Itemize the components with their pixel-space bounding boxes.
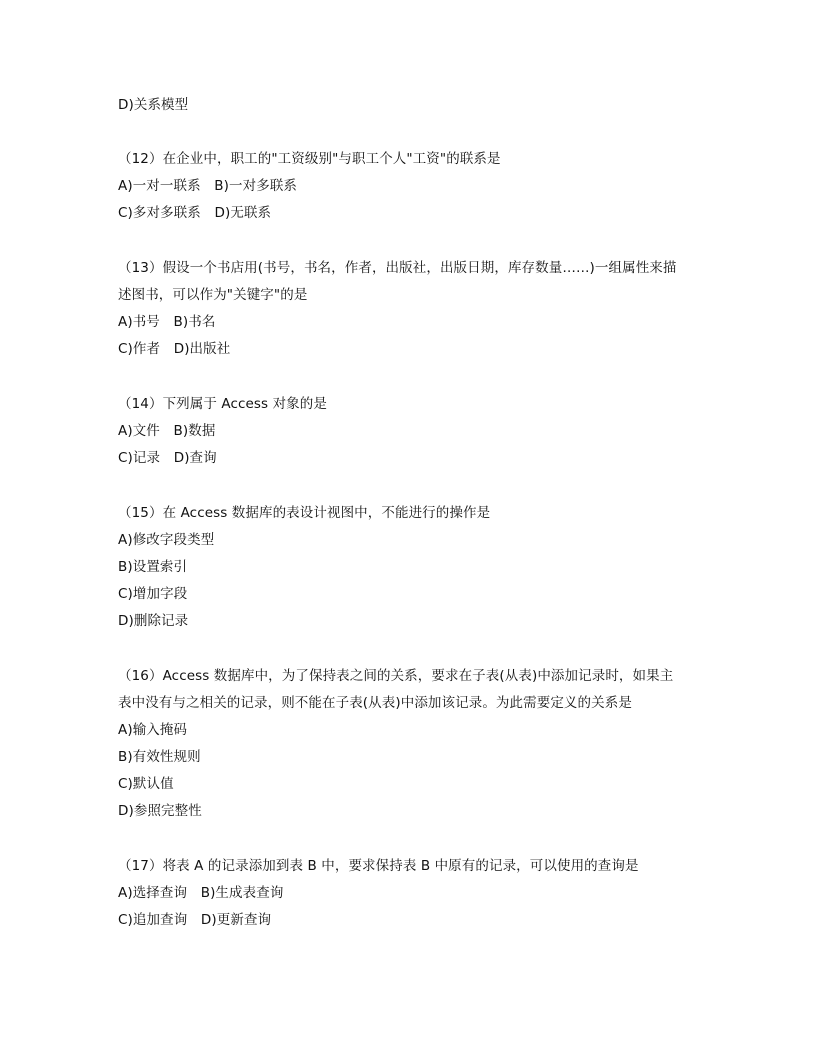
- q16-question-line2: 表中没有与之相关的记录，则不能在子表(从表)中添加该记录。为此需要定义的关系是: [118, 695, 632, 711]
- q15-option-a: A)修改字段类型: [118, 532, 215, 548]
- q16-option-c: C)默认值: [118, 776, 174, 792]
- q13-options-cd: C)作者 D)出版社: [118, 341, 231, 357]
- q15-option-c: C)增加字段: [118, 586, 188, 602]
- q13-options-ab: A)书号 B)书名: [118, 314, 216, 330]
- q14-options-cd: C)记录 D)查询: [118, 450, 217, 466]
- q17-options-cd: C)追加查询 D)更新查询: [118, 912, 272, 928]
- q16-question-line1: （16）Access 数据库中，为了保持表之间的关系，要求在子表(从表)中添加记录时，如果主: [118, 668, 674, 684]
- q15-option-b: B)设置索引: [118, 559, 188, 575]
- q17-question: （17）将表 A 的记录添加到表 B 中，要求保持表 B 中原有的记录，可以使用的查询是: [118, 858, 639, 874]
- q14-options-ab: A)文件 B)数据: [118, 423, 216, 439]
- q13-question-line2: 述图书，可以作为"关键字"的是: [118, 287, 308, 303]
- q16-option-d: D)参照完整性: [118, 803, 202, 819]
- q14-question: （14）下列属于 Access 对象的是: [118, 396, 327, 412]
- q12-options-cd: C)多对多联系 D)无联系: [118, 205, 272, 221]
- q11-option-d: D)关系模型: [118, 97, 189, 113]
- q17-options-ab: A)选择查询 B)生成表查询: [118, 885, 284, 901]
- q13-question-line1: （13）假设一个书店用(书号，书名，作者，出版社，出版日期，库存数量……)一组属性来描: [118, 260, 677, 276]
- q12-options-ab: A)一对一联系 B)一对多联系: [118, 178, 298, 194]
- q15-question: （15）在 Access 数据库的表设计视图中，不能进行的操作是: [118, 505, 491, 521]
- q12-question: （12）在企业中，职工的"工资级别"与职工个人"工资"的联系是: [118, 151, 501, 167]
- q15-option-d: D)删除记录: [118, 613, 189, 629]
- q16-option-a: A)输入掩码: [118, 722, 188, 738]
- q16-option-b: B)有效性规则: [118, 749, 201, 765]
